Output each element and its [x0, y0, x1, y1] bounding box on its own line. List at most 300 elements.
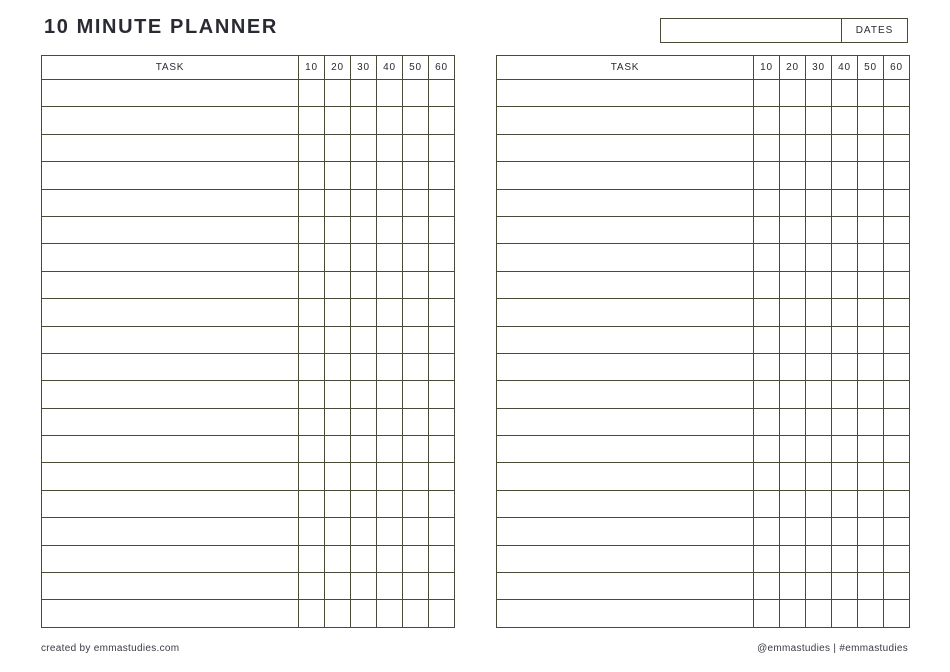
task-cell[interactable]	[42, 490, 299, 517]
minute-header-40: 40	[832, 56, 858, 80]
minute-cell-60[interactable]	[884, 436, 910, 463]
minute-cell-50[interactable]	[858, 107, 884, 134]
minute-cell-10[interactable]	[299, 463, 325, 490]
page-title: 10 MINUTE PLANNER	[44, 16, 278, 38]
minute-cell-40[interactable]	[377, 381, 403, 408]
minute-cell-20[interactable]	[780, 463, 806, 490]
minute-cell-20[interactable]	[780, 600, 806, 627]
minute-cell-50[interactable]	[858, 490, 884, 517]
minute-cell-50[interactable]	[858, 353, 884, 380]
minute-cell-20[interactable]	[780, 162, 806, 189]
minute-cell-50[interactable]	[858, 326, 884, 353]
minute-cell-20[interactable]	[780, 216, 806, 243]
minute-cell-40[interactable]	[377, 271, 403, 298]
table-row	[42, 573, 455, 600]
minute-cell-10[interactable]	[754, 134, 780, 161]
minute-cell-40[interactable]	[377, 80, 403, 107]
minute-header-30: 30	[351, 56, 377, 80]
minute-cell-40[interactable]	[832, 381, 858, 408]
minute-cell-40[interactable]	[832, 189, 858, 216]
minute-cell-60[interactable]	[429, 326, 455, 353]
task-cell[interactable]	[42, 107, 299, 134]
minute-cell-60[interactable]	[429, 244, 455, 271]
minute-cell-30[interactable]	[806, 189, 832, 216]
minute-cell-50[interactable]	[858, 299, 884, 326]
minute-cell-30[interactable]	[806, 326, 832, 353]
minute-cell-40[interactable]	[832, 353, 858, 380]
minute-cell-40[interactable]	[832, 80, 858, 107]
header-row	[497, 56, 910, 80]
dates-box	[660, 18, 908, 43]
minute-cell-10[interactable]	[754, 271, 780, 298]
task-cell[interactable]	[42, 545, 299, 572]
minute-cell-30[interactable]	[351, 600, 377, 627]
minute-cell-10[interactable]	[299, 600, 325, 627]
minute-cell-60[interactable]	[429, 408, 455, 435]
minute-cell-50[interactable]	[858, 244, 884, 271]
task-cell[interactable]	[497, 518, 754, 545]
minute-cell-20[interactable]	[780, 326, 806, 353]
minute-cell-40[interactable]	[377, 436, 403, 463]
minute-cell-10[interactable]	[299, 545, 325, 572]
minute-cell-60[interactable]	[884, 271, 910, 298]
minute-cell-10[interactable]	[754, 600, 780, 627]
minute-cell-30[interactable]	[351, 162, 377, 189]
minute-cell-30[interactable]	[806, 490, 832, 517]
minute-cell-60[interactable]	[429, 271, 455, 298]
table-row	[42, 271, 455, 298]
task-cell[interactable]	[42, 600, 299, 627]
task-cell[interactable]	[497, 573, 754, 600]
minute-cell-20[interactable]	[780, 244, 806, 271]
minute-cell-60[interactable]	[884, 573, 910, 600]
minute-cell-20[interactable]	[325, 80, 351, 107]
minute-cell-10[interactable]	[299, 326, 325, 353]
minute-cell-50[interactable]	[858, 134, 884, 161]
table-row	[497, 80, 910, 107]
task-cell[interactable]	[497, 189, 754, 216]
task-cell[interactable]	[42, 381, 299, 408]
minute-cell-40[interactable]	[832, 162, 858, 189]
minute-cell-30[interactable]	[806, 299, 832, 326]
minute-cell-50[interactable]	[403, 299, 429, 326]
minute-cell-30[interactable]	[351, 436, 377, 463]
task-cell[interactable]	[42, 244, 299, 271]
minute-cell-30[interactable]	[806, 134, 832, 161]
minute-cell-50[interactable]	[403, 134, 429, 161]
minute-cell-50[interactable]	[403, 80, 429, 107]
minute-cell-30[interactable]	[806, 107, 832, 134]
minute-cell-30[interactable]	[351, 490, 377, 517]
minute-cell-50[interactable]	[858, 162, 884, 189]
minute-cell-50[interactable]	[858, 518, 884, 545]
minute-cell-30[interactable]	[806, 518, 832, 545]
minute-cell-50[interactable]	[858, 381, 884, 408]
minute-cell-10[interactable]	[754, 353, 780, 380]
minute-cell-50[interactable]	[858, 463, 884, 490]
minute-cell-40[interactable]	[377, 353, 403, 380]
minute-cell-10[interactable]	[754, 189, 780, 216]
minute-cell-20[interactable]	[325, 408, 351, 435]
minute-cell-10[interactable]	[754, 408, 780, 435]
minute-cell-50[interactable]	[858, 216, 884, 243]
minute-header-50: 50	[858, 56, 884, 80]
minute-cell-10[interactable]	[299, 134, 325, 161]
minute-cell-10[interactable]	[754, 244, 780, 271]
minute-cell-50[interactable]	[403, 162, 429, 189]
minute-cell-20[interactable]	[325, 518, 351, 545]
minute-cell-40[interactable]	[377, 244, 403, 271]
minute-cell-20[interactable]	[325, 216, 351, 243]
task-cell[interactable]	[42, 216, 299, 243]
task-cell[interactable]	[497, 80, 754, 107]
minute-cell-40[interactable]	[377, 490, 403, 517]
minute-cell-30[interactable]	[806, 271, 832, 298]
minute-cell-40[interactable]	[832, 408, 858, 435]
minute-cell-30[interactable]	[351, 353, 377, 380]
minute-cell-20[interactable]	[325, 436, 351, 463]
minute-cell-10[interactable]	[299, 490, 325, 517]
minute-cell-10[interactable]	[299, 408, 325, 435]
minute-cell-60[interactable]	[884, 244, 910, 271]
task-cell[interactable]	[497, 353, 754, 380]
minute-cell-20[interactable]	[325, 244, 351, 271]
minute-cell-60[interactable]	[429, 299, 455, 326]
task-cell[interactable]	[42, 436, 299, 463]
minute-cell-10[interactable]	[754, 573, 780, 600]
minute-cell-10[interactable]	[754, 518, 780, 545]
table-row	[497, 573, 910, 600]
minute-cell-60[interactable]	[429, 463, 455, 490]
minute-cell-40[interactable]	[832, 545, 858, 572]
minute-cell-60[interactable]	[884, 463, 910, 490]
minute-cell-30[interactable]	[351, 326, 377, 353]
task-cell[interactable]	[497, 299, 754, 326]
minute-cell-40[interactable]	[832, 107, 858, 134]
minute-cell-20[interactable]	[780, 408, 806, 435]
minute-cell-20[interactable]	[325, 573, 351, 600]
minute-cell-20[interactable]	[780, 573, 806, 600]
minute-cell-40[interactable]	[832, 436, 858, 463]
minute-cell-50[interactable]	[858, 545, 884, 572]
minute-cell-10[interactable]	[299, 216, 325, 243]
minute-cell-10[interactable]	[754, 216, 780, 243]
minute-cell-20[interactable]	[780, 189, 806, 216]
minute-cell-40[interactable]	[832, 216, 858, 243]
minute-cell-60[interactable]	[429, 436, 455, 463]
minute-cell-20[interactable]	[780, 545, 806, 572]
minute-cell-50[interactable]	[858, 600, 884, 627]
minute-cell-10[interactable]	[299, 518, 325, 545]
minute-cell-40[interactable]	[832, 518, 858, 545]
minute-cell-20[interactable]	[780, 107, 806, 134]
task-header: TASK	[42, 56, 299, 80]
minute-cell-10[interactable]	[754, 299, 780, 326]
task-cell[interactable]	[497, 107, 754, 134]
minute-cell-50[interactable]	[858, 573, 884, 600]
task-cell[interactable]	[497, 600, 754, 627]
minute-cell-10[interactable]	[754, 80, 780, 107]
minute-cell-40[interactable]	[377, 107, 403, 134]
minute-cell-40[interactable]	[377, 216, 403, 243]
minute-cell-50[interactable]	[403, 107, 429, 134]
minute-cell-40[interactable]	[377, 134, 403, 161]
task-cell[interactable]	[42, 299, 299, 326]
minute-cell-30[interactable]	[806, 463, 832, 490]
minute-cell-30[interactable]	[806, 216, 832, 243]
minute-cell-50[interactable]	[403, 271, 429, 298]
table-row	[497, 299, 910, 326]
minute-cell-20[interactable]	[780, 80, 806, 107]
minute-cell-50[interactable]	[403, 490, 429, 517]
minute-cell-60[interactable]	[884, 381, 910, 408]
minute-cell-30[interactable]	[351, 189, 377, 216]
minute-cell-10[interactable]	[754, 436, 780, 463]
minute-cell-50[interactable]	[403, 436, 429, 463]
minute-cell-60[interactable]	[884, 518, 910, 545]
minute-cell-60[interactable]	[884, 545, 910, 572]
minute-cell-30[interactable]	[806, 436, 832, 463]
minute-cell-60[interactable]	[429, 189, 455, 216]
minute-cell-40[interactable]	[832, 573, 858, 600]
minute-cell-20[interactable]	[780, 353, 806, 380]
minute-cell-30[interactable]	[806, 545, 832, 572]
minute-cell-30[interactable]	[351, 271, 377, 298]
task-cell[interactable]	[497, 216, 754, 243]
minute-cell-60[interactable]	[884, 216, 910, 243]
task-cell[interactable]	[497, 326, 754, 353]
minute-cell-40[interactable]	[832, 490, 858, 517]
minute-cell-20[interactable]	[325, 600, 351, 627]
minute-cell-10[interactable]	[754, 326, 780, 353]
minute-cell-50[interactable]	[858, 80, 884, 107]
minute-cell-60[interactable]	[884, 80, 910, 107]
table-row	[42, 244, 455, 271]
minute-cell-60[interactable]	[429, 216, 455, 243]
minute-cell-40[interactable]	[377, 573, 403, 600]
minute-cell-50[interactable]	[858, 408, 884, 435]
minute-cell-10[interactable]	[299, 107, 325, 134]
minute-cell-20[interactable]	[325, 545, 351, 572]
minute-cell-60[interactable]	[884, 134, 910, 161]
minute-cell-30[interactable]	[351, 545, 377, 572]
minute-cell-50[interactable]	[403, 244, 429, 271]
minute-cell-50[interactable]	[403, 518, 429, 545]
task-cell[interactable]	[497, 408, 754, 435]
task-cell[interactable]	[42, 162, 299, 189]
minute-cell-10[interactable]	[299, 299, 325, 326]
minute-cell-60[interactable]	[429, 134, 455, 161]
task-cell[interactable]	[42, 353, 299, 380]
minute-cell-30[interactable]	[351, 134, 377, 161]
minute-cell-40[interactable]	[832, 600, 858, 627]
minute-cell-10[interactable]	[299, 381, 325, 408]
task-cell[interactable]	[497, 490, 754, 517]
minute-cell-40[interactable]	[832, 244, 858, 271]
minute-cell-40[interactable]	[377, 162, 403, 189]
minute-cell-30[interactable]	[351, 244, 377, 271]
task-cell[interactable]	[42, 518, 299, 545]
minute-cell-60[interactable]	[429, 545, 455, 572]
minute-cell-10[interactable]	[299, 271, 325, 298]
minute-cell-20[interactable]	[780, 381, 806, 408]
dates-input[interactable]	[661, 19, 842, 42]
task-cell[interactable]	[497, 162, 754, 189]
minute-cell-10[interactable]	[299, 436, 325, 463]
minute-cell-20[interactable]	[325, 463, 351, 490]
minute-cell-40[interactable]	[832, 326, 858, 353]
minute-cell-50[interactable]	[403, 216, 429, 243]
task-cell[interactable]	[497, 381, 754, 408]
minute-cell-60[interactable]	[884, 408, 910, 435]
minute-cell-20[interactable]	[325, 299, 351, 326]
minute-cell-50[interactable]	[403, 600, 429, 627]
minute-cell-20[interactable]	[780, 271, 806, 298]
minute-cell-20[interactable]	[325, 107, 351, 134]
minute-cell-40[interactable]	[377, 545, 403, 572]
minute-cell-10[interactable]	[754, 490, 780, 517]
minute-cell-50[interactable]	[858, 271, 884, 298]
minute-cell-30[interactable]	[351, 408, 377, 435]
task-cell[interactable]	[497, 545, 754, 572]
task-cell[interactable]	[497, 463, 754, 490]
minute-cell-40[interactable]	[377, 408, 403, 435]
minute-cell-50[interactable]	[403, 381, 429, 408]
task-cell[interactable]	[42, 408, 299, 435]
minute-cell-30[interactable]	[351, 216, 377, 243]
minute-cell-60[interactable]	[429, 518, 455, 545]
minute-cell-30[interactable]	[806, 573, 832, 600]
minute-cell-20[interactable]	[780, 299, 806, 326]
minute-cell-30[interactable]	[351, 518, 377, 545]
minute-cell-30[interactable]	[351, 381, 377, 408]
minute-cell-40[interactable]	[832, 463, 858, 490]
task-cell[interactable]	[42, 271, 299, 298]
minute-cell-30[interactable]	[351, 107, 377, 134]
table-row	[497, 545, 910, 572]
minute-cell-30[interactable]	[806, 353, 832, 380]
minute-cell-20[interactable]	[325, 134, 351, 161]
minute-cell-20[interactable]	[325, 353, 351, 380]
task-cell[interactable]	[497, 436, 754, 463]
table-row	[497, 244, 910, 271]
minute-cell-30[interactable]	[806, 408, 832, 435]
minute-cell-60[interactable]	[429, 107, 455, 134]
minute-cell-20[interactable]	[780, 490, 806, 517]
minute-cell-60[interactable]	[429, 600, 455, 627]
minute-cell-40[interactable]	[377, 518, 403, 545]
table-row	[42, 107, 455, 134]
minute-cell-60[interactable]	[429, 353, 455, 380]
minute-cell-50[interactable]	[403, 463, 429, 490]
task-cell[interactable]	[42, 326, 299, 353]
table-row	[497, 381, 910, 408]
minute-cell-50[interactable]	[403, 353, 429, 380]
minute-cell-10[interactable]	[754, 381, 780, 408]
minute-cell-50[interactable]	[403, 189, 429, 216]
minute-cell-10[interactable]	[299, 80, 325, 107]
minute-cell-20[interactable]	[325, 381, 351, 408]
minute-cell-40[interactable]	[377, 326, 403, 353]
task-cell[interactable]	[42, 463, 299, 490]
minute-cell-60[interactable]	[884, 326, 910, 353]
minute-cell-30[interactable]	[806, 600, 832, 627]
task-cell[interactable]	[497, 271, 754, 298]
minute-cell-60[interactable]	[429, 490, 455, 517]
minute-cell-60[interactable]	[429, 80, 455, 107]
minute-cell-30[interactable]	[351, 80, 377, 107]
minute-cell-50[interactable]	[403, 408, 429, 435]
minute-cell-60[interactable]	[884, 490, 910, 517]
minute-cell-40[interactable]	[377, 600, 403, 627]
minute-cell-10[interactable]	[299, 573, 325, 600]
minute-cell-40[interactable]	[377, 189, 403, 216]
minute-cell-50[interactable]	[858, 189, 884, 216]
minute-cell-20[interactable]	[325, 271, 351, 298]
minute-cell-40[interactable]	[832, 134, 858, 161]
task-cell[interactable]	[42, 80, 299, 107]
minute-cell-30[interactable]	[806, 244, 832, 271]
table-row	[42, 134, 455, 161]
minute-cell-60[interactable]	[429, 381, 455, 408]
minute-cell-20[interactable]	[325, 162, 351, 189]
minute-cell-60[interactable]	[884, 107, 910, 134]
minute-cell-20[interactable]	[780, 436, 806, 463]
minute-cell-30[interactable]	[806, 80, 832, 107]
minute-cell-50[interactable]	[403, 326, 429, 353]
minute-cell-60[interactable]	[884, 353, 910, 380]
minute-cell-20[interactable]	[325, 189, 351, 216]
minute-cell-10[interactable]	[299, 353, 325, 380]
minute-cell-40[interactable]	[832, 299, 858, 326]
minute-cell-30[interactable]	[351, 573, 377, 600]
minute-cell-10[interactable]	[754, 107, 780, 134]
minute-cell-40[interactable]	[377, 299, 403, 326]
minute-cell-10[interactable]	[299, 189, 325, 216]
minute-cell-10[interactable]	[299, 244, 325, 271]
minute-cell-60[interactable]	[884, 162, 910, 189]
minute-cell-20[interactable]	[780, 134, 806, 161]
task-cell[interactable]	[42, 189, 299, 216]
minute-cell-60[interactable]	[429, 573, 455, 600]
minute-cell-10[interactable]	[754, 463, 780, 490]
minute-cell-10[interactable]	[754, 545, 780, 572]
minute-cell-60[interactable]	[884, 600, 910, 627]
minute-cell-60[interactable]	[429, 162, 455, 189]
minute-cell-60[interactable]	[884, 299, 910, 326]
minute-cell-40[interactable]	[832, 271, 858, 298]
minute-cell-40[interactable]	[377, 463, 403, 490]
minute-cell-50[interactable]	[403, 545, 429, 572]
minute-cell-20[interactable]	[780, 518, 806, 545]
minute-cell-30[interactable]	[806, 381, 832, 408]
minute-cell-30[interactable]	[351, 299, 377, 326]
minute-cell-50[interactable]	[403, 573, 429, 600]
task-cell[interactable]	[497, 244, 754, 271]
minute-cell-60[interactable]	[884, 189, 910, 216]
minute-cell-30[interactable]	[806, 162, 832, 189]
table-row	[42, 189, 455, 216]
minute-cell-50[interactable]	[858, 436, 884, 463]
minute-cell-30[interactable]	[351, 463, 377, 490]
minute-cell-20[interactable]	[325, 326, 351, 353]
task-cell[interactable]	[497, 134, 754, 161]
minute-cell-10[interactable]	[754, 162, 780, 189]
minute-cell-10[interactable]	[299, 162, 325, 189]
minute-cell-20[interactable]	[325, 490, 351, 517]
task-cell[interactable]	[42, 573, 299, 600]
task-cell[interactable]	[42, 134, 299, 161]
